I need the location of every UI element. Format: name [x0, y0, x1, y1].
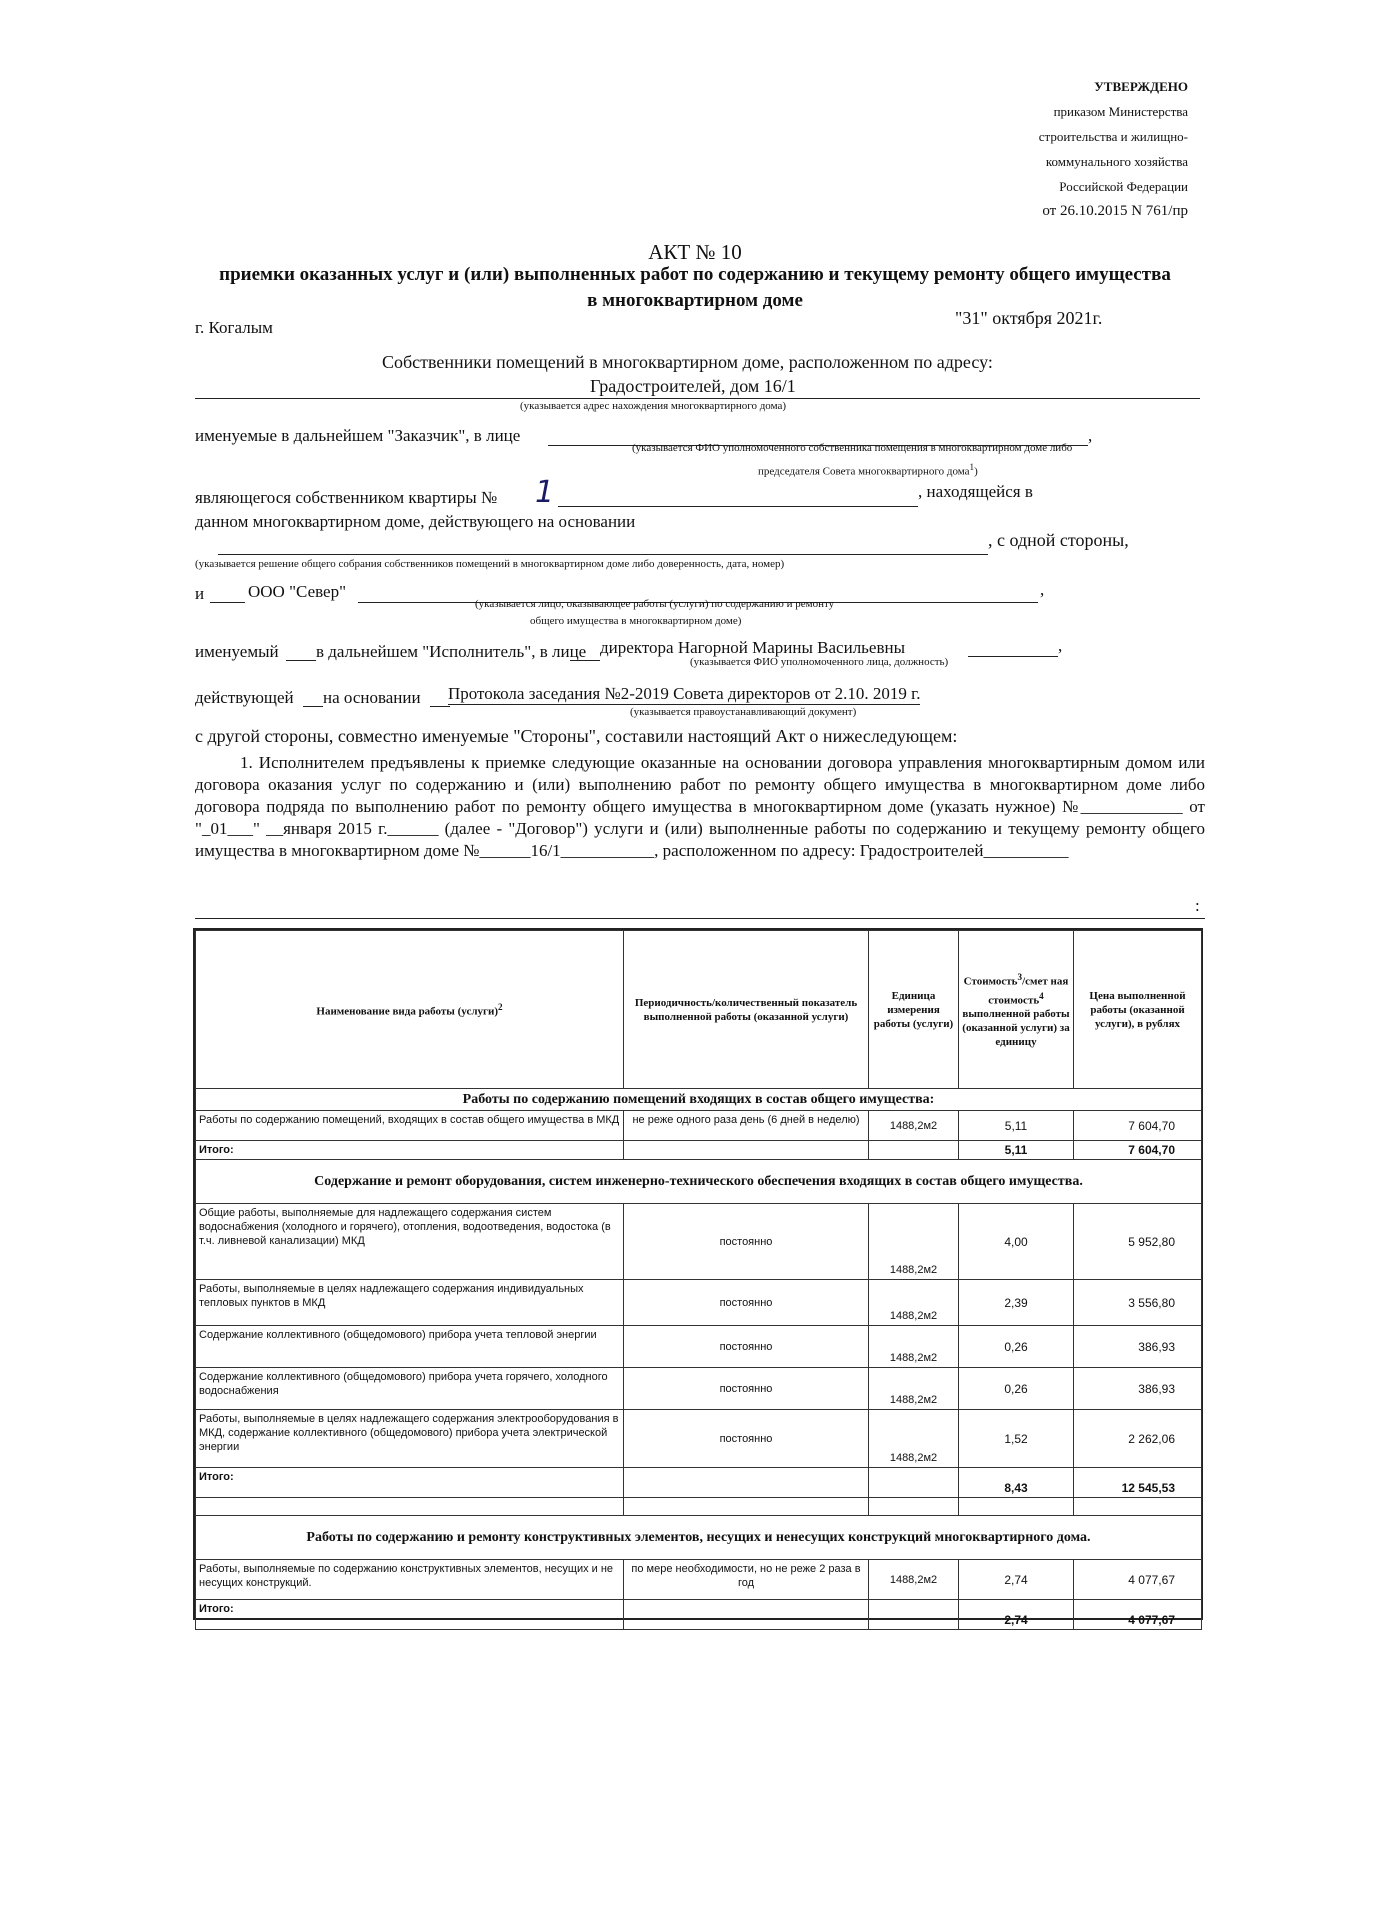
and-prefix: и	[195, 584, 205, 603]
row-period: постоянно	[624, 1368, 869, 1410]
acting-underline-b	[430, 706, 450, 707]
row-cost: 2,39	[959, 1280, 1074, 1326]
paragraph-1: 1. Исполнителем предъявлены к приемке следующие оказанные на основании договора управления многоквартирным домом или договора оказания услуг по содержанию и (или) выполнению работ по ремонту общего имущества в многоквартирном доме либо договора подряда по выполнению работ по ремонту общего имущества в многоквартирном доме (указать нужное) №____________ от "_01___" __января 2015 г.______ (далее - "Договор") услуги и (или) выполненные работы по содержанию и текущему ремонту общего имущества в многоквартирном доме №______16/1___________, расположенном по адресу: Градостроителей__________	[195, 753, 1205, 860]
contractor-hint-2: общего имущества в многоквартирном доме)	[530, 615, 742, 627]
table-row	[196, 1368, 1202, 1410]
and-underline	[210, 602, 245, 603]
executor-underline-c	[968, 656, 1058, 657]
total-empty	[624, 1141, 869, 1160]
row-unit: 1488,2м2	[869, 1410, 959, 1468]
row-unit: 1488,2м2	[869, 1204, 959, 1280]
row-name: Работы, выполняемые в целях надлежащего содержания индивидуальных тепловых пунктов в МКД	[196, 1280, 624, 1326]
acting-document-text: Протокола заседания №2-2019 Совета директоров от 2.10. 2019 г.	[448, 684, 921, 703]
spacer-cell	[196, 1498, 624, 1516]
owner-line: являющегося собственником квартиры №	[195, 488, 498, 507]
table-row	[196, 1326, 1202, 1368]
executor-label: именуемый	[195, 642, 279, 661]
section-3-title: Работы по содержанию и ремонту конструктивных элементов, несущих и ненесущих конструкций многоквартирного дома.	[196, 1516, 1202, 1560]
row-name: Содержание коллективного (общедомового) прибора учета горячего, холодного водоснабжения	[196, 1368, 624, 1410]
paragraph-underline	[195, 918, 1205, 919]
contractor-hint-1: (указывается лицо, оказывающее работы (услуги) по содержанию и ремонту	[475, 598, 835, 610]
paragraph-colon: :	[1195, 896, 1200, 915]
header-cost-b: /смет ная стоимость	[988, 975, 1069, 1007]
total-label: Итого:	[196, 1141, 624, 1160]
header-cost-sup2: 4	[1039, 990, 1044, 1001]
table-row	[196, 1410, 1202, 1468]
table-row	[196, 1204, 1202, 1280]
customer-comma: ,	[1088, 426, 1093, 445]
total-price: 12 545,53	[1074, 1468, 1202, 1498]
act-title-line1: приемки оказанных услуг и (или) выполненных работ по содержанию и текущему ремонту общего имущества	[219, 264, 1171, 285]
customer-line: именуемые в дальнейшем "Заказчик", в лице	[195, 426, 521, 445]
executor-comma: ,	[1058, 636, 1063, 655]
apartment-number-handwritten: 1	[535, 475, 555, 510]
acting-underline-a	[303, 706, 323, 707]
row-price: 3 556,80	[1074, 1280, 1202, 1326]
row-cost: 4,00	[959, 1204, 1074, 1280]
total-empty	[869, 1600, 959, 1630]
act-title	[195, 262, 1195, 314]
row-period: постоянно	[624, 1410, 869, 1468]
customer-hint-1: (указывается ФИО уполномоченного собственника помещения в многоквартирном доме либо	[632, 442, 1073, 454]
act-number: АКТ № 10	[648, 240, 742, 264]
executor-text: в дальнейшем "Исполнитель", в лице	[316, 642, 587, 661]
total-empty	[624, 1600, 869, 1630]
total-cost: 2,74	[959, 1600, 1074, 1630]
customer-hint-2	[758, 462, 978, 478]
header-cost-c: выполненной работы (оказанной услуги) за единицу	[962, 1008, 1070, 1049]
executor-hint: (указывается ФИО уполномоченного лица, должность)	[690, 656, 949, 668]
total-price: 4 077,67	[1074, 1600, 1202, 1630]
contractor-comma: ,	[1040, 580, 1045, 599]
row-unit: 1488,2м2	[869, 1560, 959, 1600]
header-name-text: Наименование вида работы (услуги)	[316, 1005, 499, 1018]
section-row	[196, 1160, 1202, 1204]
spacer-row	[196, 1498, 1202, 1516]
total-row	[196, 1141, 1202, 1160]
section-1-title: Работы по содержанию помещений входящих в состав общего имущества:	[196, 1089, 1202, 1111]
row-period: не реже одного раза день (6 дней в неделю)	[624, 1111, 869, 1141]
spacer-cell	[624, 1498, 869, 1516]
owners-line: Собственники помещений в многоквартирном доме, расположенном по адресу:	[382, 352, 993, 372]
approved-line: УТВЕРЖДЕНО	[1094, 79, 1188, 94]
header-cost-sup1: 3	[1017, 971, 1023, 982]
customer-hint-2-text: председателя Совета многоквартирного дома	[758, 465, 970, 478]
basis-hint: (указывается решение общего собрания собственников помещений в многоквартирном доме либо доверенность, дата, номер)	[195, 558, 785, 570]
act-title-line2: в многоквартирном доме	[587, 290, 803, 311]
approved-line: от 26.10.2015 N 761/пр	[1042, 203, 1188, 219]
approved-line: строительства и жилищно-	[1038, 129, 1188, 144]
contractor-name: ООО "Север"	[248, 582, 347, 601]
row-period: постоянно	[624, 1280, 869, 1326]
row-price: 5 952,80	[1074, 1204, 1202, 1280]
acting-basis: на основании	[323, 688, 421, 707]
header-unit: Единица измерения работы (услуги)	[869, 931, 959, 1089]
header-price: Цена выполненной работы (оказанной услуги), в рублях	[1074, 931, 1202, 1089]
apartment-underline	[558, 506, 918, 507]
row-cost: 0,26	[959, 1368, 1074, 1410]
row-unit: 1488,2м2	[869, 1368, 959, 1410]
executor-underline-b	[570, 660, 600, 661]
address-value: Градостроителей, дом 16/1	[590, 376, 796, 396]
address-underline	[195, 398, 1200, 399]
spacer-cell	[869, 1498, 959, 1516]
total-cost: 5,11	[959, 1141, 1074, 1160]
acting-document	[448, 684, 920, 705]
executor-underline-a	[286, 660, 316, 661]
approval-stamp	[1039, 74, 1188, 224]
row-price: 386,93	[1074, 1326, 1202, 1368]
total-empty	[869, 1468, 959, 1498]
spacer-cell	[1074, 1498, 1202, 1516]
owner-line-end: , находящейся в	[918, 482, 1033, 501]
customer-hint-2-sup: 1	[969, 462, 975, 472]
row-period: постоянно	[624, 1326, 869, 1368]
table-row	[196, 1280, 1202, 1326]
total-empty	[869, 1141, 959, 1160]
row-cost: 2,74	[959, 1560, 1074, 1600]
one-side: , с одной стороны,	[988, 530, 1129, 550]
total-label: Итого:	[196, 1468, 624, 1498]
row-name: Общие работы, выполняемые для надлежащего содержания систем водоснабжения (холодного и горячего), отопления, водоотведения, водостока (в т.ч. ливневой канализации) МКД	[196, 1204, 624, 1280]
header-name-sup: 2	[498, 1002, 503, 1013]
row-unit: 1488,2м2	[869, 1111, 959, 1141]
row-cost: 1,52	[959, 1410, 1074, 1468]
approved-line: коммунального хозяйства	[1045, 154, 1188, 169]
act-date: "31" октября 2021г.	[955, 308, 1103, 328]
works-table	[193, 928, 1203, 1627]
row-unit: 1488,2м2	[869, 1326, 959, 1368]
header-period: Периодичность/количественный показатель выполненной работы (оказанной услуги)	[624, 931, 869, 1089]
approved-line: Российской Федерации	[1059, 179, 1188, 194]
row-name: Содержание коллективного (общедомового) прибора учета тепловой энергии	[196, 1326, 624, 1368]
row-cost: 5,11	[959, 1111, 1074, 1141]
customer-hint-2-end: )	[974, 465, 978, 478]
row-name: Работы по содержанию помещений, входящих в состав общего имущества в МКД	[196, 1111, 624, 1141]
row-period: постоянно	[624, 1204, 869, 1280]
header-cost-a: Стоимость	[963, 975, 1018, 988]
total-row	[196, 1600, 1202, 1630]
row-price: 4 077,67	[1074, 1560, 1202, 1600]
row-period: по мере необходимости, но не реже 2 раза в год	[624, 1560, 869, 1600]
total-row	[196, 1468, 1202, 1498]
section-2-title: Содержание и ремонт оборудования, систем инженерно-технического обеспечения входящих в состав общего имущества.	[196, 1160, 1202, 1204]
total-price: 7 604,70	[1074, 1141, 1202, 1160]
acting-label: действующей	[195, 688, 294, 707]
acting-hint: (указывается правоустанавливающий документ)	[630, 706, 857, 718]
row-price: 7 604,70	[1074, 1111, 1202, 1141]
approved-line: приказом Министерства	[1053, 104, 1188, 119]
table-row	[196, 1560, 1202, 1600]
row-price: 386,93	[1074, 1368, 1202, 1410]
row-name: Работы, выполняемые по содержанию конструктивных элементов, несущих и не несущих конструкций.	[196, 1560, 624, 1600]
spacer-cell	[959, 1498, 1074, 1516]
executor-person: директора Нагорной Марины Васильевны	[600, 638, 906, 657]
total-empty	[624, 1468, 869, 1498]
total-cost: 8,43	[959, 1468, 1074, 1498]
basis-line: данном многоквартирном доме, действующего на основании	[195, 512, 636, 531]
row-unit: 1488,2м2	[869, 1280, 959, 1326]
total-label: Итого:	[196, 1600, 624, 1630]
row-cost: 0,26	[959, 1326, 1074, 1368]
city: г. Когалым	[195, 318, 273, 337]
table-row	[196, 1111, 1202, 1141]
row-price: 2 262,06	[1074, 1410, 1202, 1468]
table-header-row	[196, 931, 1202, 1089]
address-hint: (указывается адрес нахождения многоквартирного дома)	[520, 400, 787, 412]
section-row	[196, 1516, 1202, 1560]
header-name	[196, 931, 624, 1089]
other-side: с другой стороны, совместно именуемые "Стороны", составили настоящий Акт о нижеследующем:	[195, 726, 958, 746]
header-cost	[959, 931, 1074, 1089]
works-table-grid	[195, 930, 1202, 1630]
section-row	[196, 1089, 1202, 1111]
row-name: Работы, выполняемые в целях надлежащего содержания электрооборудования в МКД, содержание коллективного (общедомового) прибора учета электрической энергии	[196, 1410, 624, 1468]
basis-underline	[218, 554, 988, 555]
